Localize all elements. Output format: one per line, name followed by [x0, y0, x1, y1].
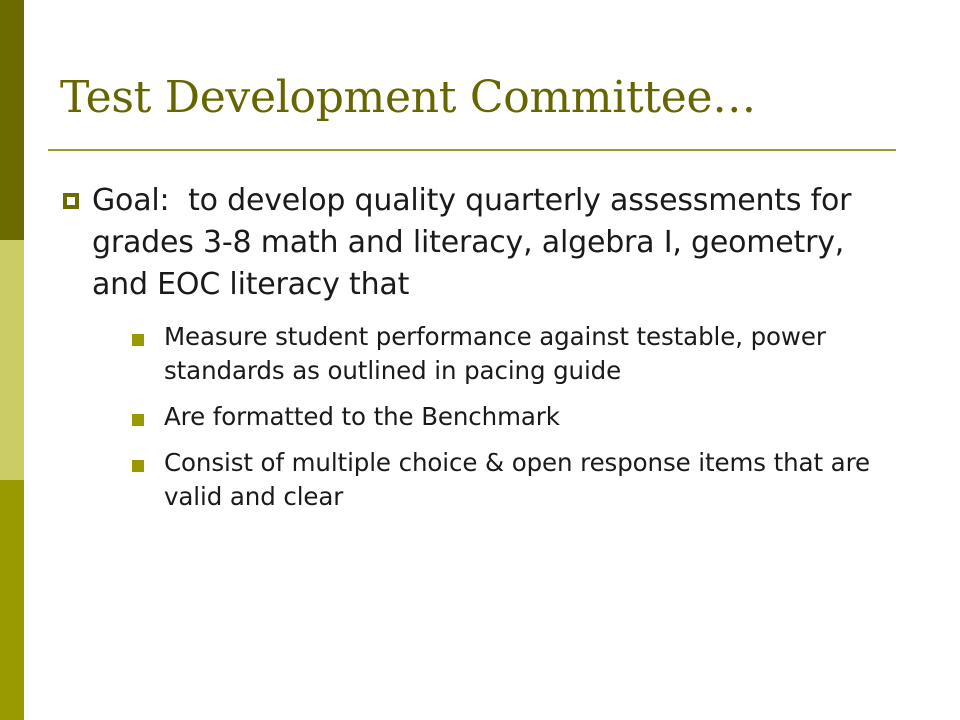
bullet-text: Goal: to develop quality quarterly assessments for grades 3-8 math and literacy, algebra I, geometry, and EOC literacy that: [92, 183, 861, 302]
sub-bullet-text: Measure student performance against testable, power standards as outlined in pacing guide: [164, 322, 826, 385]
filled-square-bullet-icon: [132, 460, 144, 472]
sub-bullet-item: [92, 400, 890, 434]
bullet-item: [60, 180, 890, 514]
square-bullet-icon: [63, 193, 79, 209]
side-band-bottom: [0, 480, 24, 720]
side-band-middle: [0, 240, 24, 480]
sub-bullet-list: [92, 320, 890, 514]
filled-square-bullet-icon: [132, 334, 144, 346]
bullet-list: [60, 180, 890, 526]
sub-bullet-item: [92, 320, 890, 388]
sub-bullet-text: Consist of multiple choice & open response items that are valid and clear: [164, 448, 870, 511]
slide-title: Test Development Committee…: [60, 72, 756, 123]
sub-bullet-item: [92, 446, 890, 514]
filled-square-bullet-icon: [132, 414, 144, 426]
side-band-top: [0, 0, 24, 240]
sub-bullet-text: Are formatted to the Benchmark: [164, 402, 560, 431]
title-divider: [48, 149, 896, 151]
